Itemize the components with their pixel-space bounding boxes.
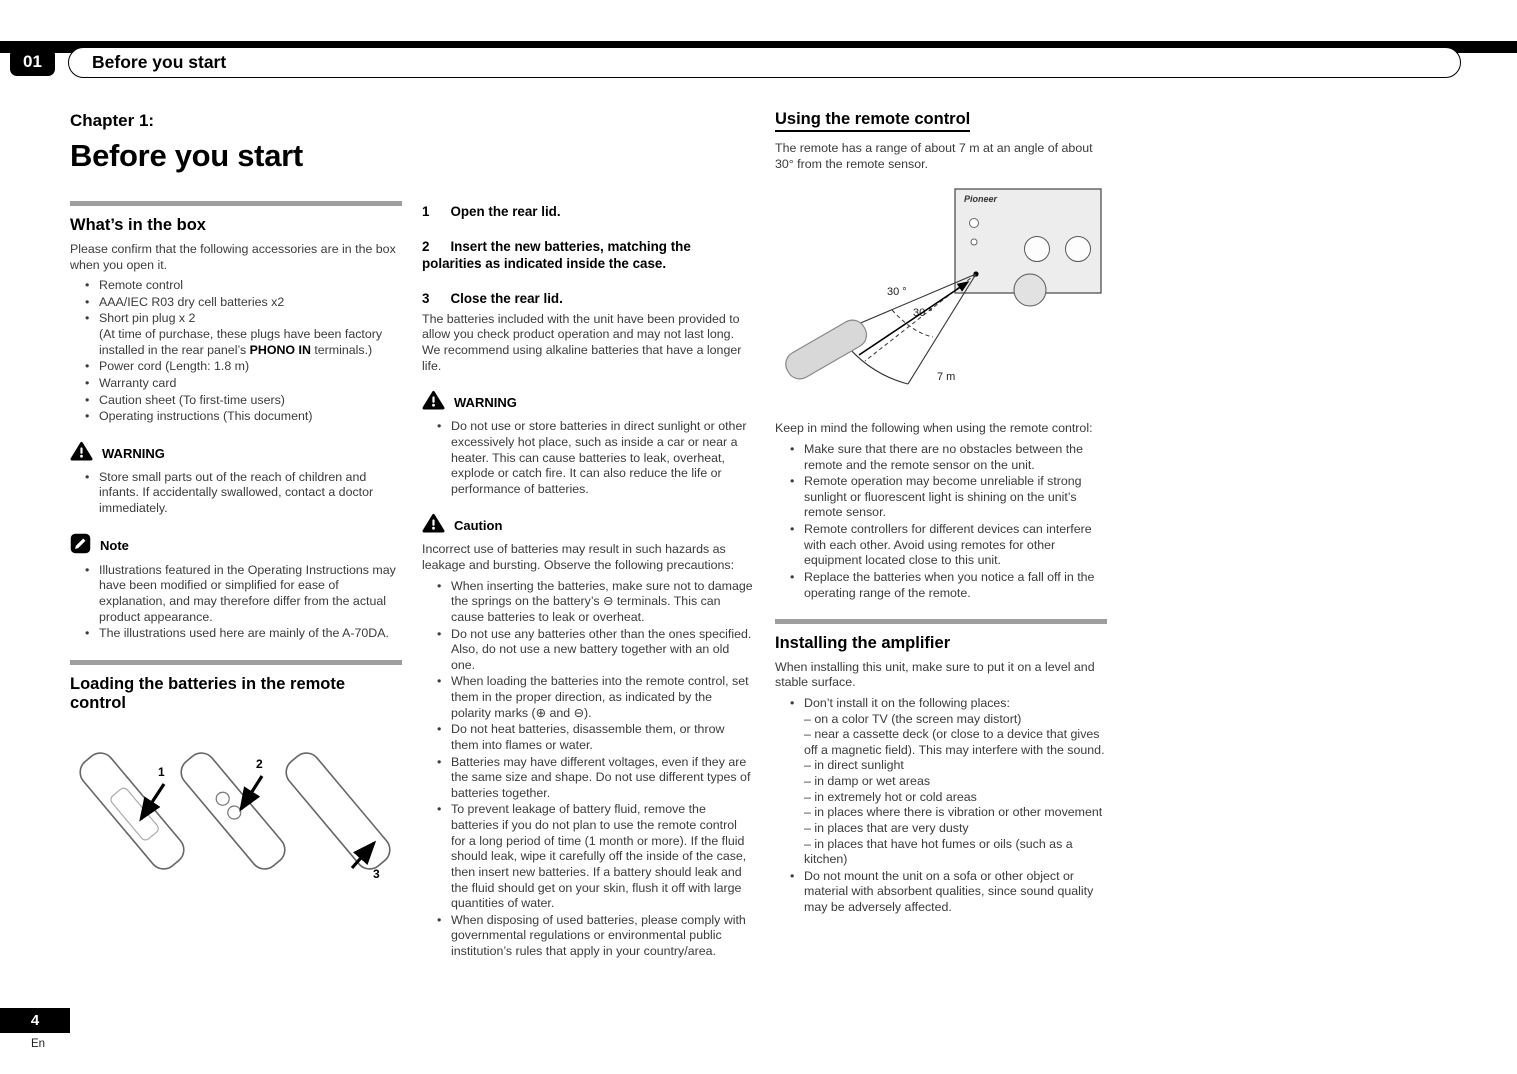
list-item: • Do not mount the unit on a sofa or other object or material with absorbent qualities, since sound quality may be adversely affected.	[790, 869, 1107, 916]
figure-step-number: 2	[256, 756, 263, 771]
list-item: • Make sure that there are no obstacles between the remote and the remote sensor on the unit.	[790, 442, 1107, 473]
list-item: • Power cord (Length: 1.8 m)	[85, 359, 402, 375]
list-item: • The illustrations used here are mainly of the A-70DA.	[85, 626, 402, 642]
chapter-title: Before you start	[70, 138, 303, 174]
list-item: • When inserting the batteries, make sure not to damage the springs on the battery’s ⊖ terminals. This can cause batteries to leak or overheat.	[437, 579, 754, 626]
installing-intro: When installing this unit, make sure to put it on a level and stable surface.	[775, 659, 1095, 690]
column-left	[70, 110, 402, 884]
caution-block	[422, 513, 754, 959]
range-label: 7 m	[937, 370, 956, 383]
note-label: Note	[100, 538, 129, 554]
warning-block-small-parts	[70, 441, 402, 517]
warning-icon	[70, 441, 93, 461]
whats-in-box-intro: Please confirm that the following accessories are in the box when you open it.	[70, 241, 396, 272]
step-2	[422, 238, 754, 273]
box-contents-list	[70, 278, 402, 425]
warning-list	[70, 470, 402, 517]
subnote-pre: (At time of purchase, these plugs have been factory installed in the rear panel’s	[99, 327, 383, 357]
list-item: • Do not use any batteries other than the ones specified. Also, do not use a new battery together with an old one.	[437, 627, 754, 674]
step-number: 3	[422, 291, 430, 307]
dash-line: – in places that have hot fumes or oils (such as a kitchen)	[804, 836, 1073, 867]
list-item	[85, 311, 402, 358]
warning-block-batteries	[422, 390, 754, 497]
caution-intro: Incorrect use of batteries may result in such hazards as leakage and bursting. Observe the following precautions:	[422, 542, 735, 572]
note-head	[70, 533, 402, 554]
header-title-pill	[68, 47, 1461, 78]
column-right	[775, 110, 1107, 924]
remote-range-figure	[775, 187, 1107, 410]
list-item: • Remote operation may become unreliable if strong sunlight or fluorescent light is shining on the unit’s remote sensor.	[790, 474, 1107, 521]
warning-label: WARNING	[454, 394, 517, 410]
subnote-bold: PHONO IN	[249, 342, 311, 357]
list-item: • AAA/IEC R03 dry cell batteries x2	[85, 295, 402, 311]
section-rule	[70, 660, 402, 665]
list-item: • When loading the batteries into the remote control, set them in the proper direction, as indicated by the polarity marks (⊕ and ⊖).	[437, 674, 754, 721]
dash-line: – in extremely hot or cold areas	[804, 789, 977, 804]
battery-steps	[422, 203, 754, 308]
brand-logo: Pioneer	[964, 193, 998, 204]
chapter-number-badge: 01	[10, 48, 55, 76]
keep-in-mind-intro: Keep in mind the following when using the remote control:	[775, 421, 1093, 436]
list-item	[790, 696, 1107, 868]
warning-head	[70, 441, 402, 461]
warning-label: WARNING	[102, 445, 165, 461]
header-title: Before you start	[92, 52, 227, 72]
step-number: 2	[422, 238, 430, 254]
range-arrow	[859, 282, 968, 355]
remote-sketch-2	[176, 747, 291, 874]
figure-step-number: 1	[158, 764, 165, 779]
note-block	[70, 533, 402, 642]
caution-head	[422, 513, 754, 533]
amplifier-sketch	[955, 189, 1101, 306]
list-item: • Replace the batteries when you notice a fall off in the operating range of the remote.	[790, 570, 1107, 601]
section-rule	[775, 619, 1107, 624]
note-icon	[70, 533, 91, 554]
remote-tips-list	[775, 442, 1107, 601]
chapter-label: Chapter 1:	[70, 111, 155, 130]
dash-line: – in places where there is vibration or other movement	[804, 805, 1103, 820]
warning-head	[422, 390, 754, 410]
page-number-badge: 4	[0, 1008, 70, 1033]
installing-list	[775, 696, 1107, 916]
step-text: Close the rear lid.	[450, 291, 563, 307]
list-item: • To prevent leakage of battery fluid, remove the batteries if you do not plan to use the remote control for a long period of time (1 month or more). If the fluid should leak, wipe it carefully off the inside of the case, then insert new batteries. If a battery should leak and the fluid should get on your skin, flush it off with large quantities of water.	[437, 802, 754, 911]
step-1	[422, 203, 754, 221]
step-3-body: The batteries included with the unit have been provided to allow you check product operation and may not last long. We recommend using alkaline batteries that have a longer life.	[422, 311, 742, 373]
warning-icon	[422, 390, 445, 410]
figure-step-number: 3	[373, 866, 380, 880]
list-item-text: Don’t install it on the following places:	[804, 695, 1010, 710]
list-item: • Store small parts out of the reach of children and infants. If accidentally swallowed, contact a doctor immediately.	[85, 470, 402, 517]
caution-label: Caution	[454, 518, 503, 534]
list-item: • Do not use or store batteries in direct sunlight or other excessively hot place, such as inside a car or near a heater. This can cause batteries to leak, overheat, explode or catch fire. It can also reduce the life or performance of batteries.	[437, 419, 754, 497]
using-remote-intro: The remote has a range of about 7 m at an angle of about 30° from the remote sensor.	[775, 141, 1093, 172]
dash-line: – in places that are very dusty	[804, 820, 969, 835]
battery-loading-figure	[70, 728, 402, 885]
angle-label-2: 30 °	[913, 306, 933, 319]
dash-line: – on a color TV (the screen may distort)	[804, 711, 1022, 726]
step-3	[422, 290, 754, 308]
warning-list	[422, 419, 754, 497]
whats-in-box-heading: What’s in the box	[70, 216, 206, 235]
remote-sketch-3	[281, 747, 396, 874]
section-rule	[70, 201, 402, 206]
remote-sketch-1	[75, 747, 190, 874]
range-edge-line	[908, 274, 976, 384]
step-text: Open the rear lid.	[450, 204, 561, 219]
dash-line: – in damp or wet areas	[804, 774, 931, 789]
list-item: • Do not heat batteries, disassemble them, or throw them into flames or water.	[437, 722, 754, 753]
loading-batteries-heading: Loading the batteries in the remote control	[70, 674, 346, 713]
list-item: • Warranty card	[85, 376, 402, 392]
dash-line: – near a cassette deck (or close to a device that gives off a magnetic field). This may interfere with the sound.	[804, 727, 1105, 757]
list-item-text: Short pin plug x 2	[99, 311, 196, 326]
caution-icon	[422, 513, 445, 533]
dash-line: – in direct sunlight	[804, 758, 904, 773]
remote-control-sketch	[781, 315, 871, 383]
list-item: • Batteries may have different voltages, even if they are the same size and shape. Do not use different types of batteries together.	[437, 755, 754, 802]
angle-label-1: 30 °	[887, 285, 907, 298]
language-label: En	[31, 1038, 46, 1050]
step-text: Insert the new batteries, matching the polarities as indicated inside the case.	[422, 238, 691, 272]
installing-heading: Installing the amplifier	[775, 634, 951, 653]
list-item: • When disposing of used batteries, please comply with governmental regulations or environmental public institution’s rules that apply in your country/area.	[437, 913, 754, 960]
step-number: 1	[422, 204, 430, 219]
subnote-post: terminals.)	[310, 342, 373, 357]
list-item: • Illustrations featured in the Operating Instructions may have been modified or simplified for ease of explanation, and may therefore differ from the actual product appearance.	[85, 563, 402, 626]
caution-list	[422, 579, 754, 960]
list-item-subnote	[99, 327, 402, 358]
list-item: • Caution sheet (To first-time users)	[85, 393, 402, 409]
list-item: • Remote control	[85, 278, 402, 294]
column-middle	[422, 203, 754, 968]
using-remote-heading: Using the remote control	[775, 110, 970, 132]
list-item: • Operating instructions (This document)	[85, 409, 402, 425]
list-item: • Remote controllers for different devices can interfere with each other. Avoid using remotes for other equipment located close to this unit.	[790, 522, 1107, 569]
note-list	[70, 563, 402, 642]
